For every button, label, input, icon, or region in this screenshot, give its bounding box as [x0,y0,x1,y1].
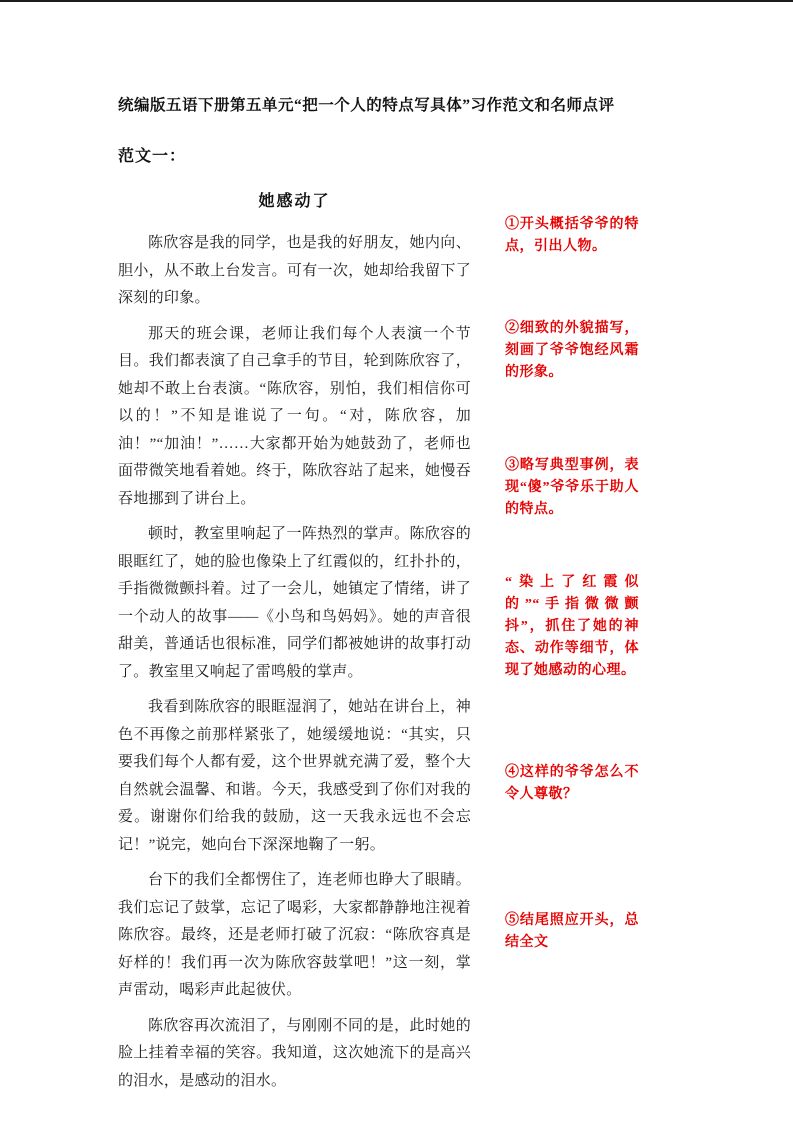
annotation-3: ③略写典型事例，表现“傻”爷爷乐于助人的特点。 [505,458,639,517]
annotation-5: ④这样的爷爷怎么不令人尊敬？ [505,765,639,802]
annotation-2: ②细致的外貌描写，刻画了爷爷饱经风霜的形象。 [505,321,639,380]
essay-paragraph-4: 我看到陈欣容的眼眶湿润了，她站在讲台上，神色不再像之前那样紧张了，她缓缓地说：“其实，只要我们每个人都有爱，这个世界就充满了爱，整个大自然就会温馨、和谐。今天，我感受到了你们对我的爱。谢谢你们给我的鼓励，这一天我永远也不会忘记！”说完，她向台下深深地鞠了一躬。 [118,699,471,853]
annotation-1: ①开头概括爷爷的特点，引出人物。 [505,217,639,254]
essay-paragraph-5: 台下的我们全都愣住了，连老师也睁大了眼睛。我们忘记了鼓掌，忘记了喝彩，大家都静静地注视着陈欣容。最终，还是老师打破了沉寂：“陈欣容真是好样的！我们再一次为陈欣容鼓掌吧！”这一刻，掌声雷动，喝彩声此起彼伏。 [118,872,471,998]
teacher-annotations-column [505,2,639,1122]
essay-paragraph-3: 顿时，教室里响起了一阵热烈的掌声。陈欣容的眼眶红了，她的脸也像染上了红霞似的，红扑扑的，手指微微颤抖着。过了一会儿，她镇定了情绪，讲了一个动人的故事——《小鸟和鸟妈妈》。她的声音很甜美，普通话也很标准，同学们都被她讲的故事打动了。教室里又响起了雷鸣般的掌声。 [118,526,471,680]
annotation-4: “染上了红霞似的”“手指微微颤抖”，抓住了她的神态、动作等细节，体现了她感动的心理。 [505,575,639,678]
document-header-title: 统编版五语下册第五单元“把一个人的特点写具体”习作范文和名师点评 [118,97,615,114]
essay-paragraph-6: 陈欣容再次流泪了，与刚刚不同的是，此时她的脸上挂着幸福的笑容。我知道，这次她流下的是高兴的泪水，是感动的泪水。 [118,1017,471,1089]
essay-column [118,188,471,1103]
essay-paragraph-1: 陈欣容是我的同学，也是我的好朋友，她内向、胆小，从不敢上台发言。可有一次，她却给我留下了深刻的印象。 [118,235,471,306]
annotation-6: ⑤结尾照应开头，总结全文 [505,913,639,950]
section-label: 范文一： [118,148,187,165]
essay-paragraph-2: 那天的班会课，老师让我们每个人表演一个节目。我们都表演了自己拿手的节目，轮到陈欣容了，她却不敢上台表演。“陈欣容，别怕，我们相信你可以的！”不知是谁说了一句。“对，陈欣容，加油！”“加油！”……大家都开始为她鼓劲了，老师也面带微笑地看着她。终于，陈欣容站了起来，她慢吞吞地挪到了讲台上。 [118,325,471,507]
essay-title: 她感动了 [258,193,331,210]
